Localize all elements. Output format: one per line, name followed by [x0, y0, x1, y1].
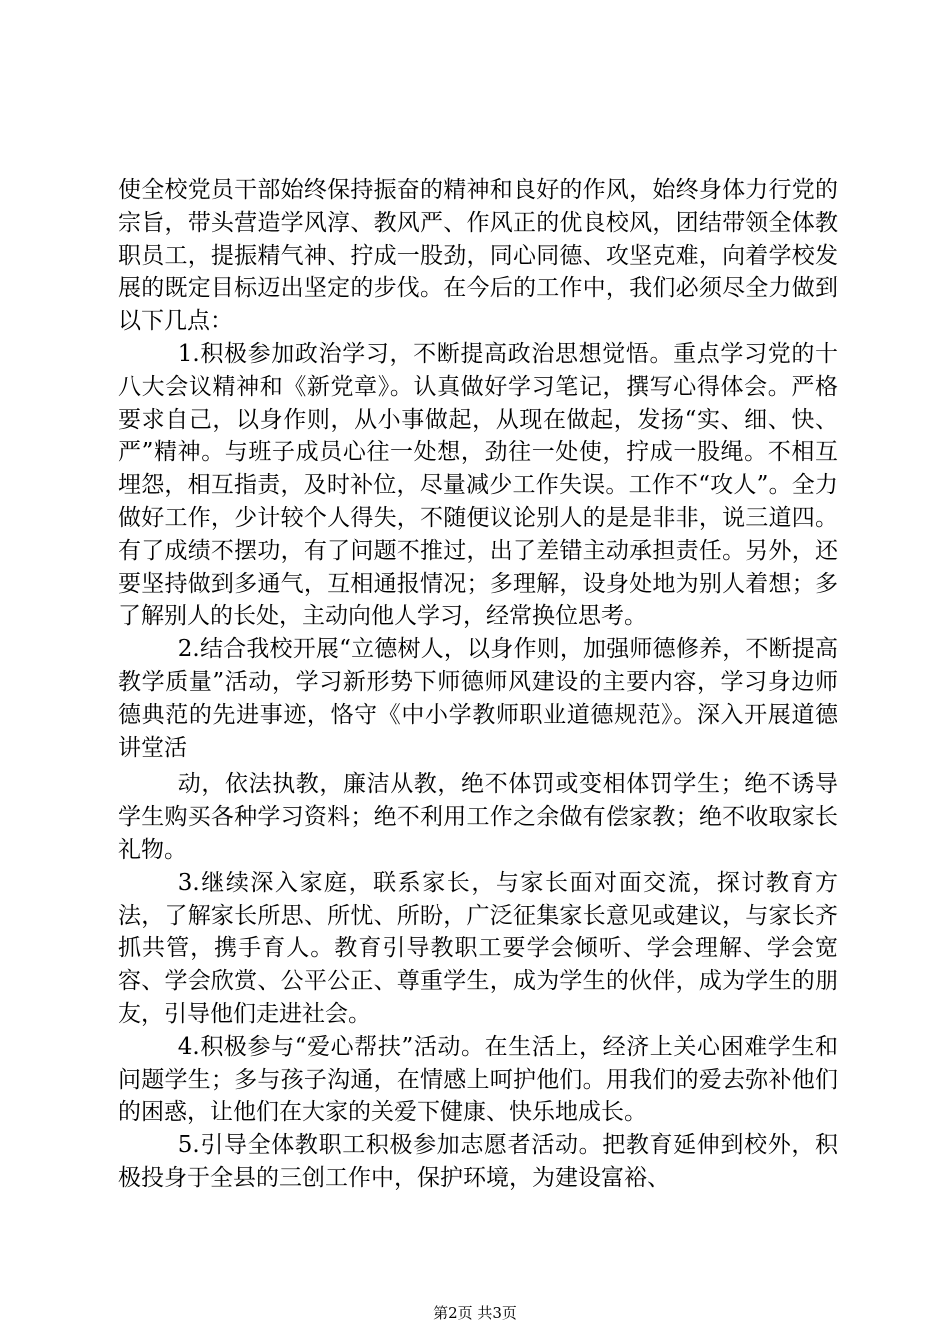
paragraph-item-4: 4.积极参与“爱心帮扶”活动。在生活上，经济上关心困难学生和问题学生；多与孩子沟通，在情感上呵护他们。用我们的爱去弥补他们的困惑，让他们在大家的关爱下健康、快乐地成长。	[118, 1033, 838, 1126]
paragraph-item-5: 5.引导全体教职工积极参加志愿者活动。把教育延伸到校外，积极投身于全县的三创工作中，保护环境，为建设富裕、	[118, 1132, 838, 1191]
page-footer	[0, 1303, 950, 1323]
document-body	[118, 174, 838, 1195]
paragraph-item-2: 2.结合我校开展“立德树人，以身作则，加强师德修养，不断提高教学质量”活动，学习新形势下师德师风建设的主要内容，学习身边师德典范的先进事迹，恪守《中小学教师职业道德规范》。深入开展道德讲堂活	[118, 636, 838, 761]
page-number: 第2页 共3页	[433, 1304, 517, 1322]
paragraph-item-2-continued: 动，依法执教，廉洁从教，绝不体罚或变相体罚学生；绝不诱导学生购买各种学习资料；绝不利用工作之余做有偿家教；绝不收取家长礼物。	[118, 771, 838, 863]
paragraph-item-1: 1.积极参加政治学习，不断提高政治思想觉悟。重点学习党的十八大会议精神和《新党章》。认真做好学习笔记，撰写心得体会。严格要求自己，以身作则，从小事做起，从现在做起，发扬“实、细、快、严”精神。与班子成员心往一处想，劲往一处使，拧成一股绳。不相互埋怨，相互指责，及时补位，尽量减少工作失误。工作不“攻人”。全力做好工作，少计较个人得失，不随便议论别人的是是非非，说三道四。有了成绩不摆功，有了问题不推过，出了差错主动承担责任。另外，还要坚持做到多通气，互相通报情况；多理解，设身处地为别人着想；多了解别人的长处，主动向他人学习，经常换位思考。	[118, 340, 838, 630]
paragraph-intro: 使全校党员干部始终保持振奋的精神和良好的作风，始终身体力行党的宗旨，带头营造学风淳、教风严、作风正的优良校风，团结带领全体教职员工，提振精气神、拧成一股劲，同心同德、攻坚克难，向着学校发展的既定目标迈出坚定的步伐。在今后的工作中，我们必须尽全力做到以下几点：	[118, 177, 838, 335]
paragraph-item-3: 3.继续深入家庭，联系家长，与家长面对面交流，探讨教育方法，了解家长所思、所忧、所盼，广泛征集家长意见或建议，与家长齐抓共管，携手育人。教育引导教职工要学会倾听、学会理解、学会宽容、学会欣赏、公平公正、尊重学生，成为学生的伙伴，成为学生的朋友，引导他们走进社会。	[118, 869, 838, 1027]
